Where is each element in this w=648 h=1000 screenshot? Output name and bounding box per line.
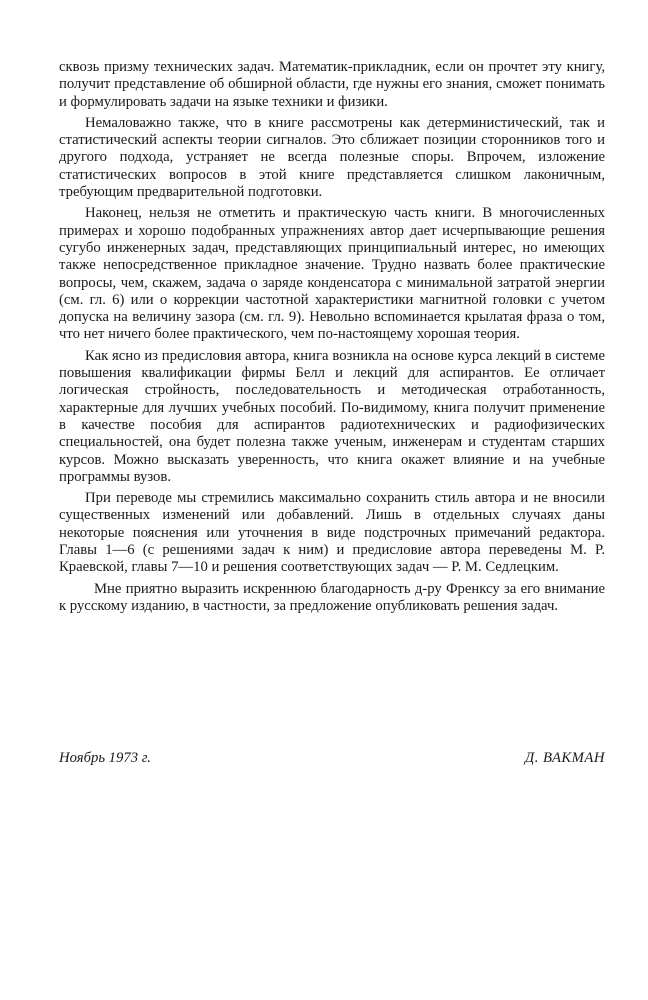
signature-line (59, 750, 605, 767)
paragraph-5: При переводе мы стремились максимально сохранить стиль автора и не вносили существенных изменений или добавлений. Лишь в отдельных случаях даны некоторые пояснения или уточнения в виде подстрочных примечаний редактора. Главы 1—6 (с решениями задач к ним) и предисловие автора переведены М. Р. Краевской, главы 7—10 и решения соответствующих задач — Р. М. Седлецким. (59, 490, 605, 576)
document-body (59, 59, 605, 619)
paragraph-4: Как ясно из предисловия автора, книга возникла на основе курса лекций в системе повышения квалификации фирмы Белл и лекций для аспирантов. Ее отличает логическая стройность, последовательность и методическая отработанность, характерные для лучших учебных пособий. По-видимому, книга получит применение в качестве пособия для аспирантов радиотехнических и радиофизических специальностей, она будет полезна также ученым, инженерам и студентам старших курсов. Можно высказать уверенность, что книга окажет влияние и на учебные программы вузов. (59, 347, 605, 485)
signature-author: Д. ВАКМАН (524, 750, 605, 766)
paragraph-1: сквозь призму технических задач. Математик-прикладник, если он прочтет эту книгу, получит представление об обширной области, где нужны его знания, сможет понимать и формулировать задачи на языке техники и физики. (59, 59, 605, 110)
paragraph-2: Немаловажно также, что в книге рассмотрены как детерминистический, так и статистический аспекты теории сигналов. Это сближает позиции сторонников того и другого подхода, устраняет не всегда полезные споры. Впрочем, изложение статистических вопросов в этой книге представляется слишком лаконичным, требующим предварительной подготовки. (59, 114, 605, 201)
signature-date: Ноябрь 1973 г. (59, 750, 151, 766)
paragraph-3: Наконец, нельзя не отметить и практическую часть книги. В многочисленных примерах и хорошо подобранных упражнениях автор дает исчерпывающие решения сугубо инженерных задач, представляющих принципиальный интерес, но имеющих также непосредственное прикладное значение. Трудно назвать более практические вопросы, чем, скажем, задача о заряде конденсатора с минимальной затратой энергии (см. гл. 6) или о коррекции частотной характеристики магнитной головки с учетом допуска на величину зазора (см. гл. 9). Невольно вспоминается крылатая фраза о том, что нет ничего более практического, чем по-настоящему хорошая теория. (59, 205, 605, 343)
paragraph-6: Мне приятно выразить искреннюю благодарность д-ру Френксу за его внимание к русскому изданию, в частности, за предложение опубликовать решения задач. (59, 580, 605, 614)
